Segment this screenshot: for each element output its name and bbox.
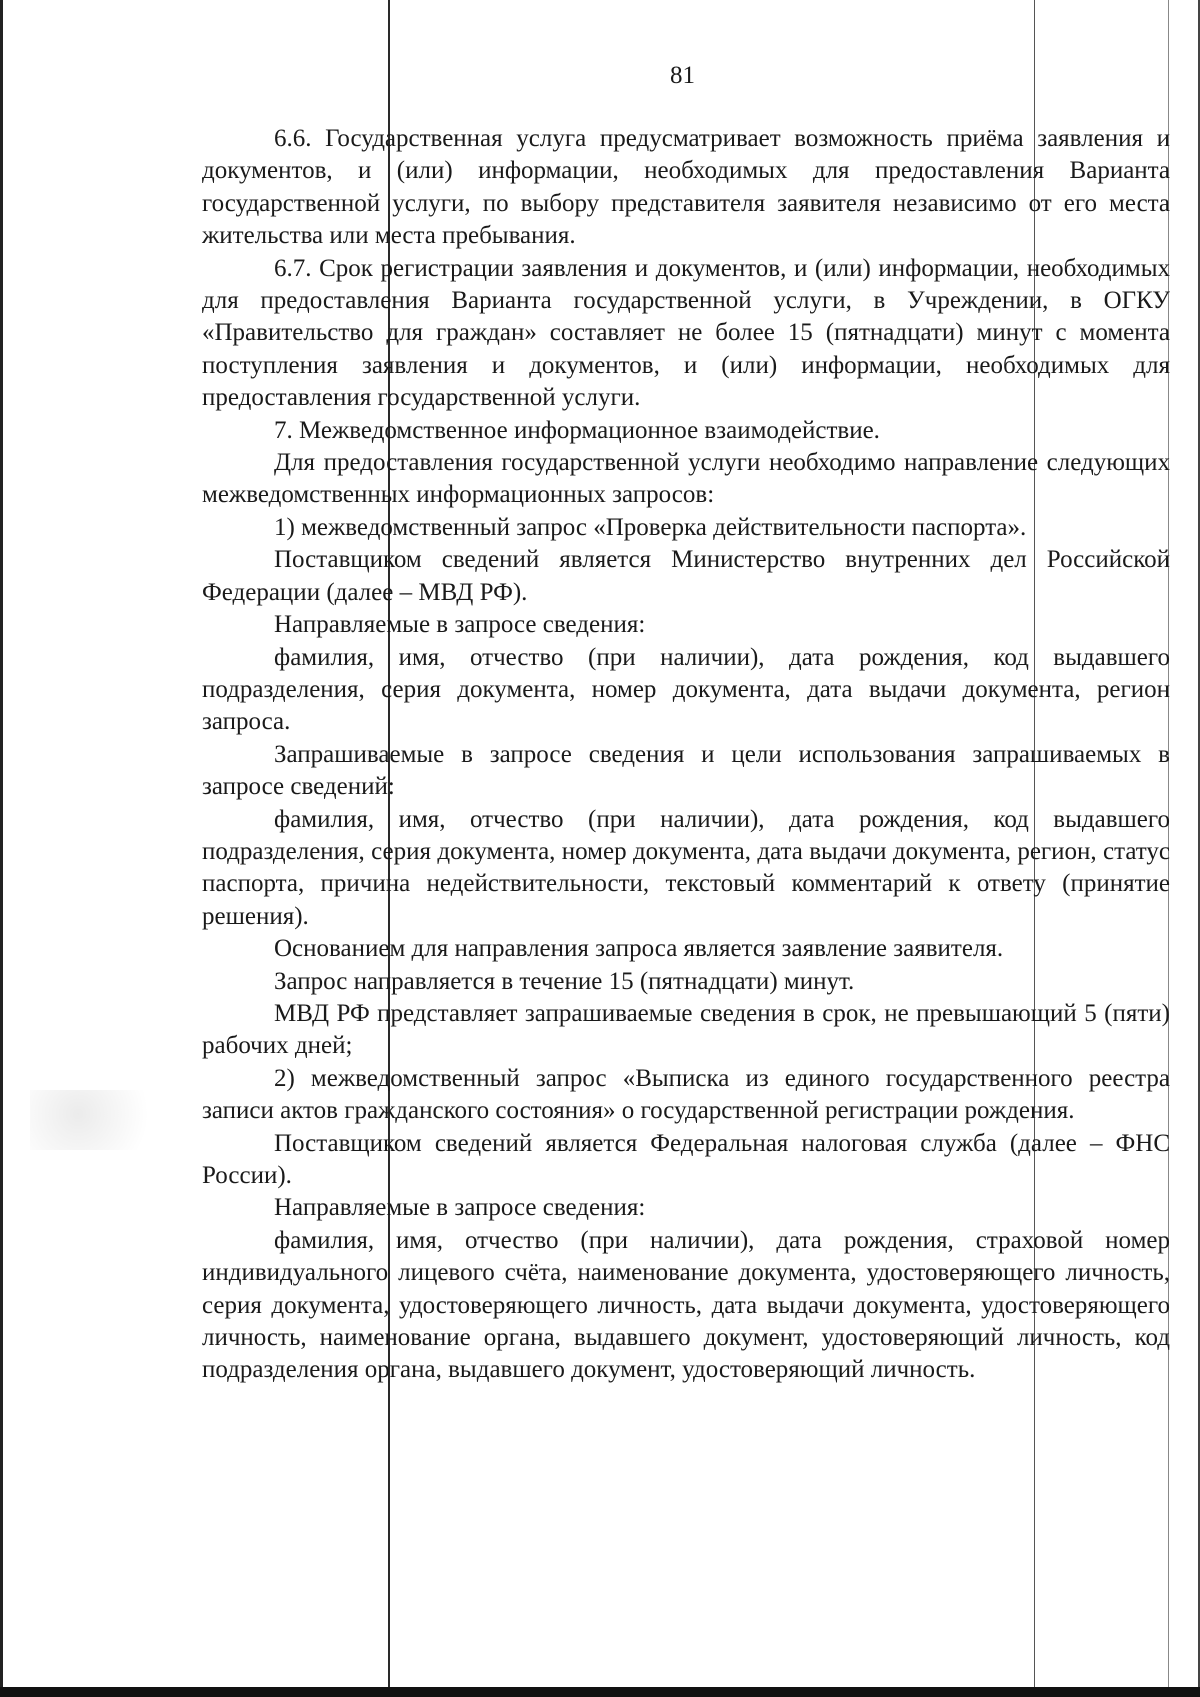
paragraph: фамилия, имя, отчество (при наличии), дата рождения, страховой номер индивидуального лицевого счёта, наименование документа, удостоверяющего личность, серия документа, удостоверяющего личность, дата выдачи документа, удостоверяющего личность, наименование органа, выдавшего документ, удостоверяющий личность, код подразделения органа, выдавшего документ, удостоверяющий личность. <box>202 1226 1170 1384</box>
paragraph: Запрашиваемые в запросе сведения и цели использования запрашиваемых в запросе сведений: <box>202 740 1170 801</box>
paragraph: Поставщиком сведений является Министерство внутренних дел Российской Федерации (далее – МВД РФ). <box>202 546 1170 606</box>
paragraph: Направляемые в запросе сведения: <box>274 611 646 639</box>
paragraph: 7. Межведомственное информационное взаимодействие. <box>274 416 880 444</box>
paragraph: 2) межведомственный запрос «Выписка из единого государственного реестра записи актов гражданского состояния» о государственной регистрации рождения. <box>202 1064 1170 1125</box>
paragraph: 6.7. Срок регистрации заявления и документов, и (или) информации, необходимых для предоставления Варианта государственной услуги, в Учреждении, в ОГКУ «Правительство для граждан» составляет не более 15 (пятнадцати) минут с момента поступления заявления и документов, и (или) информации, необходимых для предоставления государственной услуги. <box>202 254 1170 412</box>
paragraph: Основанием для направления запроса является заявление заявителя. <box>274 935 1004 963</box>
paragraph: МВД РФ представляет запрашиваемые сведения в срок, не превышающий 5 (пяти) рабочих дней; <box>202 999 1170 1060</box>
paragraph: Запрос направляется в течение 15 (пятнадцати) минут. <box>274 967 855 995</box>
paragraph: Направляемые в запросе сведения: <box>274 1194 646 1222</box>
document-body <box>202 123 1170 1387</box>
paragraph: Для предоставления государственной услуги необходимо направление следующих межведомственных информационных запросов: <box>202 449 1170 509</box>
scan-border-bottom <box>0 1687 1200 1697</box>
paragraph: Поставщиком сведений является Федеральная налоговая служба (далее – ФНС России). <box>202 1129 1170 1189</box>
paragraph: 1) межведомственный запрос «Проверка действительности паспорта». <box>274 513 1027 541</box>
page-number: 81 <box>670 62 695 89</box>
paragraph: 6.6. Государственная услуга предусматривает возможность приёма заявления и документов, и (или) информации, необходимых для предоставления Варианта государственной услуги, по выбору представителя заявителя независимо от его места жительства или места пребывания. <box>202 125 1170 250</box>
scan-noise <box>30 1090 190 1150</box>
paragraph: фамилия, имя, отчество (при наличии), дата рождения, код выдавшего подразделения, серия документа, номер документа, дата выдачи документа, регион, статус паспорта, причина недействительности, текстовый комментарий к ответу (принятие решения). <box>202 805 1170 930</box>
scan-border-left <box>0 0 3 1697</box>
paragraph: фамилия, имя, отчество (при наличии), дата рождения, код выдавшего подразделения, серия документа, номер документа, дата выдачи документа, регион запроса. <box>202 643 1170 736</box>
